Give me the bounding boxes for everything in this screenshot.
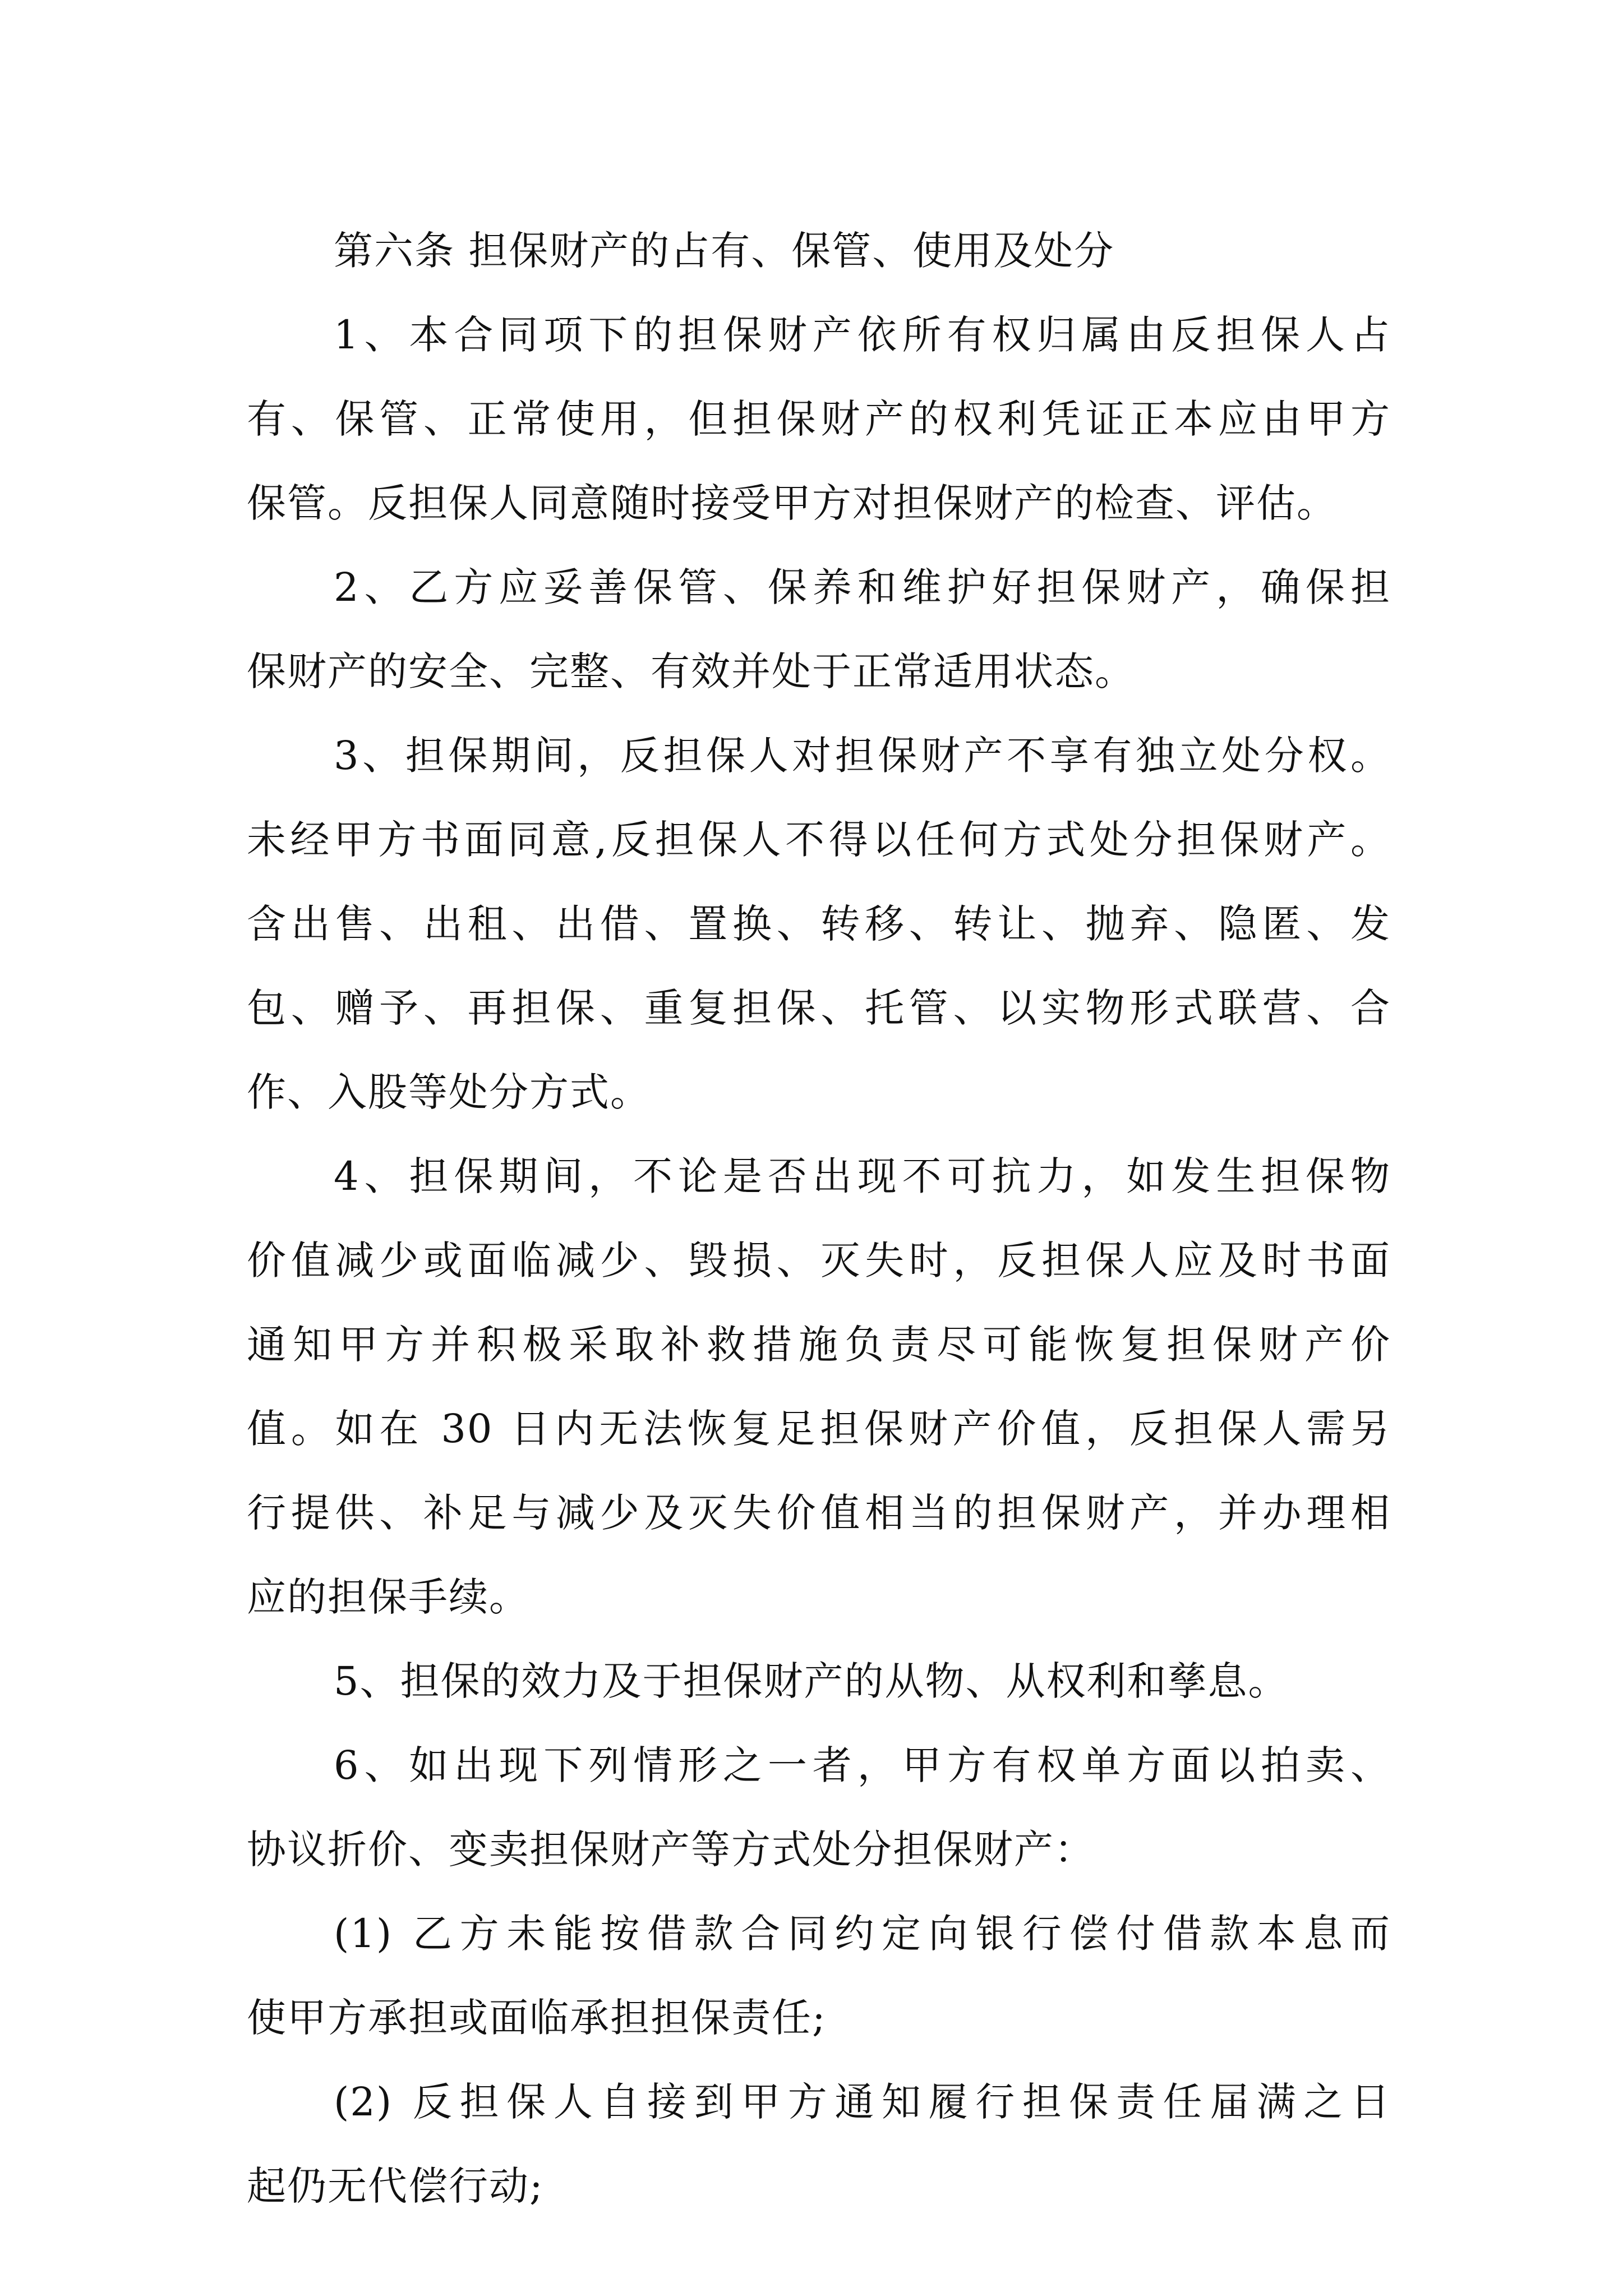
text-line: 1、本合同项下的担保财产依所有权归属由反担保人占 <box>334 312 1391 358</box>
text-line: 6、如出现下列情形之一者，甲方有权单方面以拍卖、 <box>334 1742 1391 1788</box>
text-line: 值。如在 30 日内无法恢复足担保财产价值，反担保人需另 <box>247 1406 1391 1452</box>
document-body <box>247 209 1391 2228</box>
text-line: 含出售、出租、出借、置换、转移、转让、抛弃、隐匿、发 <box>247 901 1391 947</box>
text-line: 起仍无代偿行动; <box>247 2163 544 2209</box>
text-line: 行提供、补足与减少及灭失价值相当的担保财产，并办理相 <box>247 1490 1391 1536</box>
text-line: 使甲方承担或面临承担担保责任; <box>247 1995 827 2041</box>
text-line: 通知甲方并积极采取补救措施负责尽可能恢复担保财产价 <box>247 1322 1391 1368</box>
text-line: 3、担保期间，反担保人对担保财产不享有独立处分权。 <box>334 733 1391 779</box>
text-line: 4、担保期间，不论是否出现不可抗力，如发生担保物 <box>334 1153 1391 1199</box>
text-line: 保管。反担保人同意随时接受甲方对担保财产的检查、评估。 <box>247 480 1337 526</box>
text-line: 2、乙方应妥善保管、保养和维护好担保财产，确保担 <box>334 564 1391 610</box>
text-line: 价值减少或面临减少、毁损、灭失时，反担保人应及时书面 <box>247 1237 1391 1283</box>
text-line: 应的担保手续。 <box>247 1574 529 1620</box>
text-line: 未经甲方书面同意,反担保人不得以任何方式处分担保财产。 <box>247 817 1391 863</box>
text-line: (1) 乙方未能按借款合同约定向银行偿付借款本息而 <box>334 1911 1391 1957</box>
text-line: 协议折价、变卖担保财产等方式处分担保财产： <box>247 1826 1095 1872</box>
text-line: 包、赠予、再担保、重复担保、托管、以实物形式联营、合 <box>247 985 1391 1031</box>
text-line: 作、入股等处分方式。 <box>247 1069 651 1115</box>
text-line: (2) 反担保人自接到甲方通知履行担保责任届满之日 <box>334 2079 1391 2125</box>
text-line: 保财产的安全、完整、有效并处于正常适用状态。 <box>247 648 1135 694</box>
text-line: 第六条 担保财产的占有、保管、使用及处分 <box>334 228 1115 274</box>
text-line: 5、担保的效力及于担保财产的从物、从权利和孳息。 <box>334 1658 1289 1704</box>
text-line: 有、保管、正常使用，但担保财产的权利凭证正本应由甲方 <box>247 396 1391 442</box>
